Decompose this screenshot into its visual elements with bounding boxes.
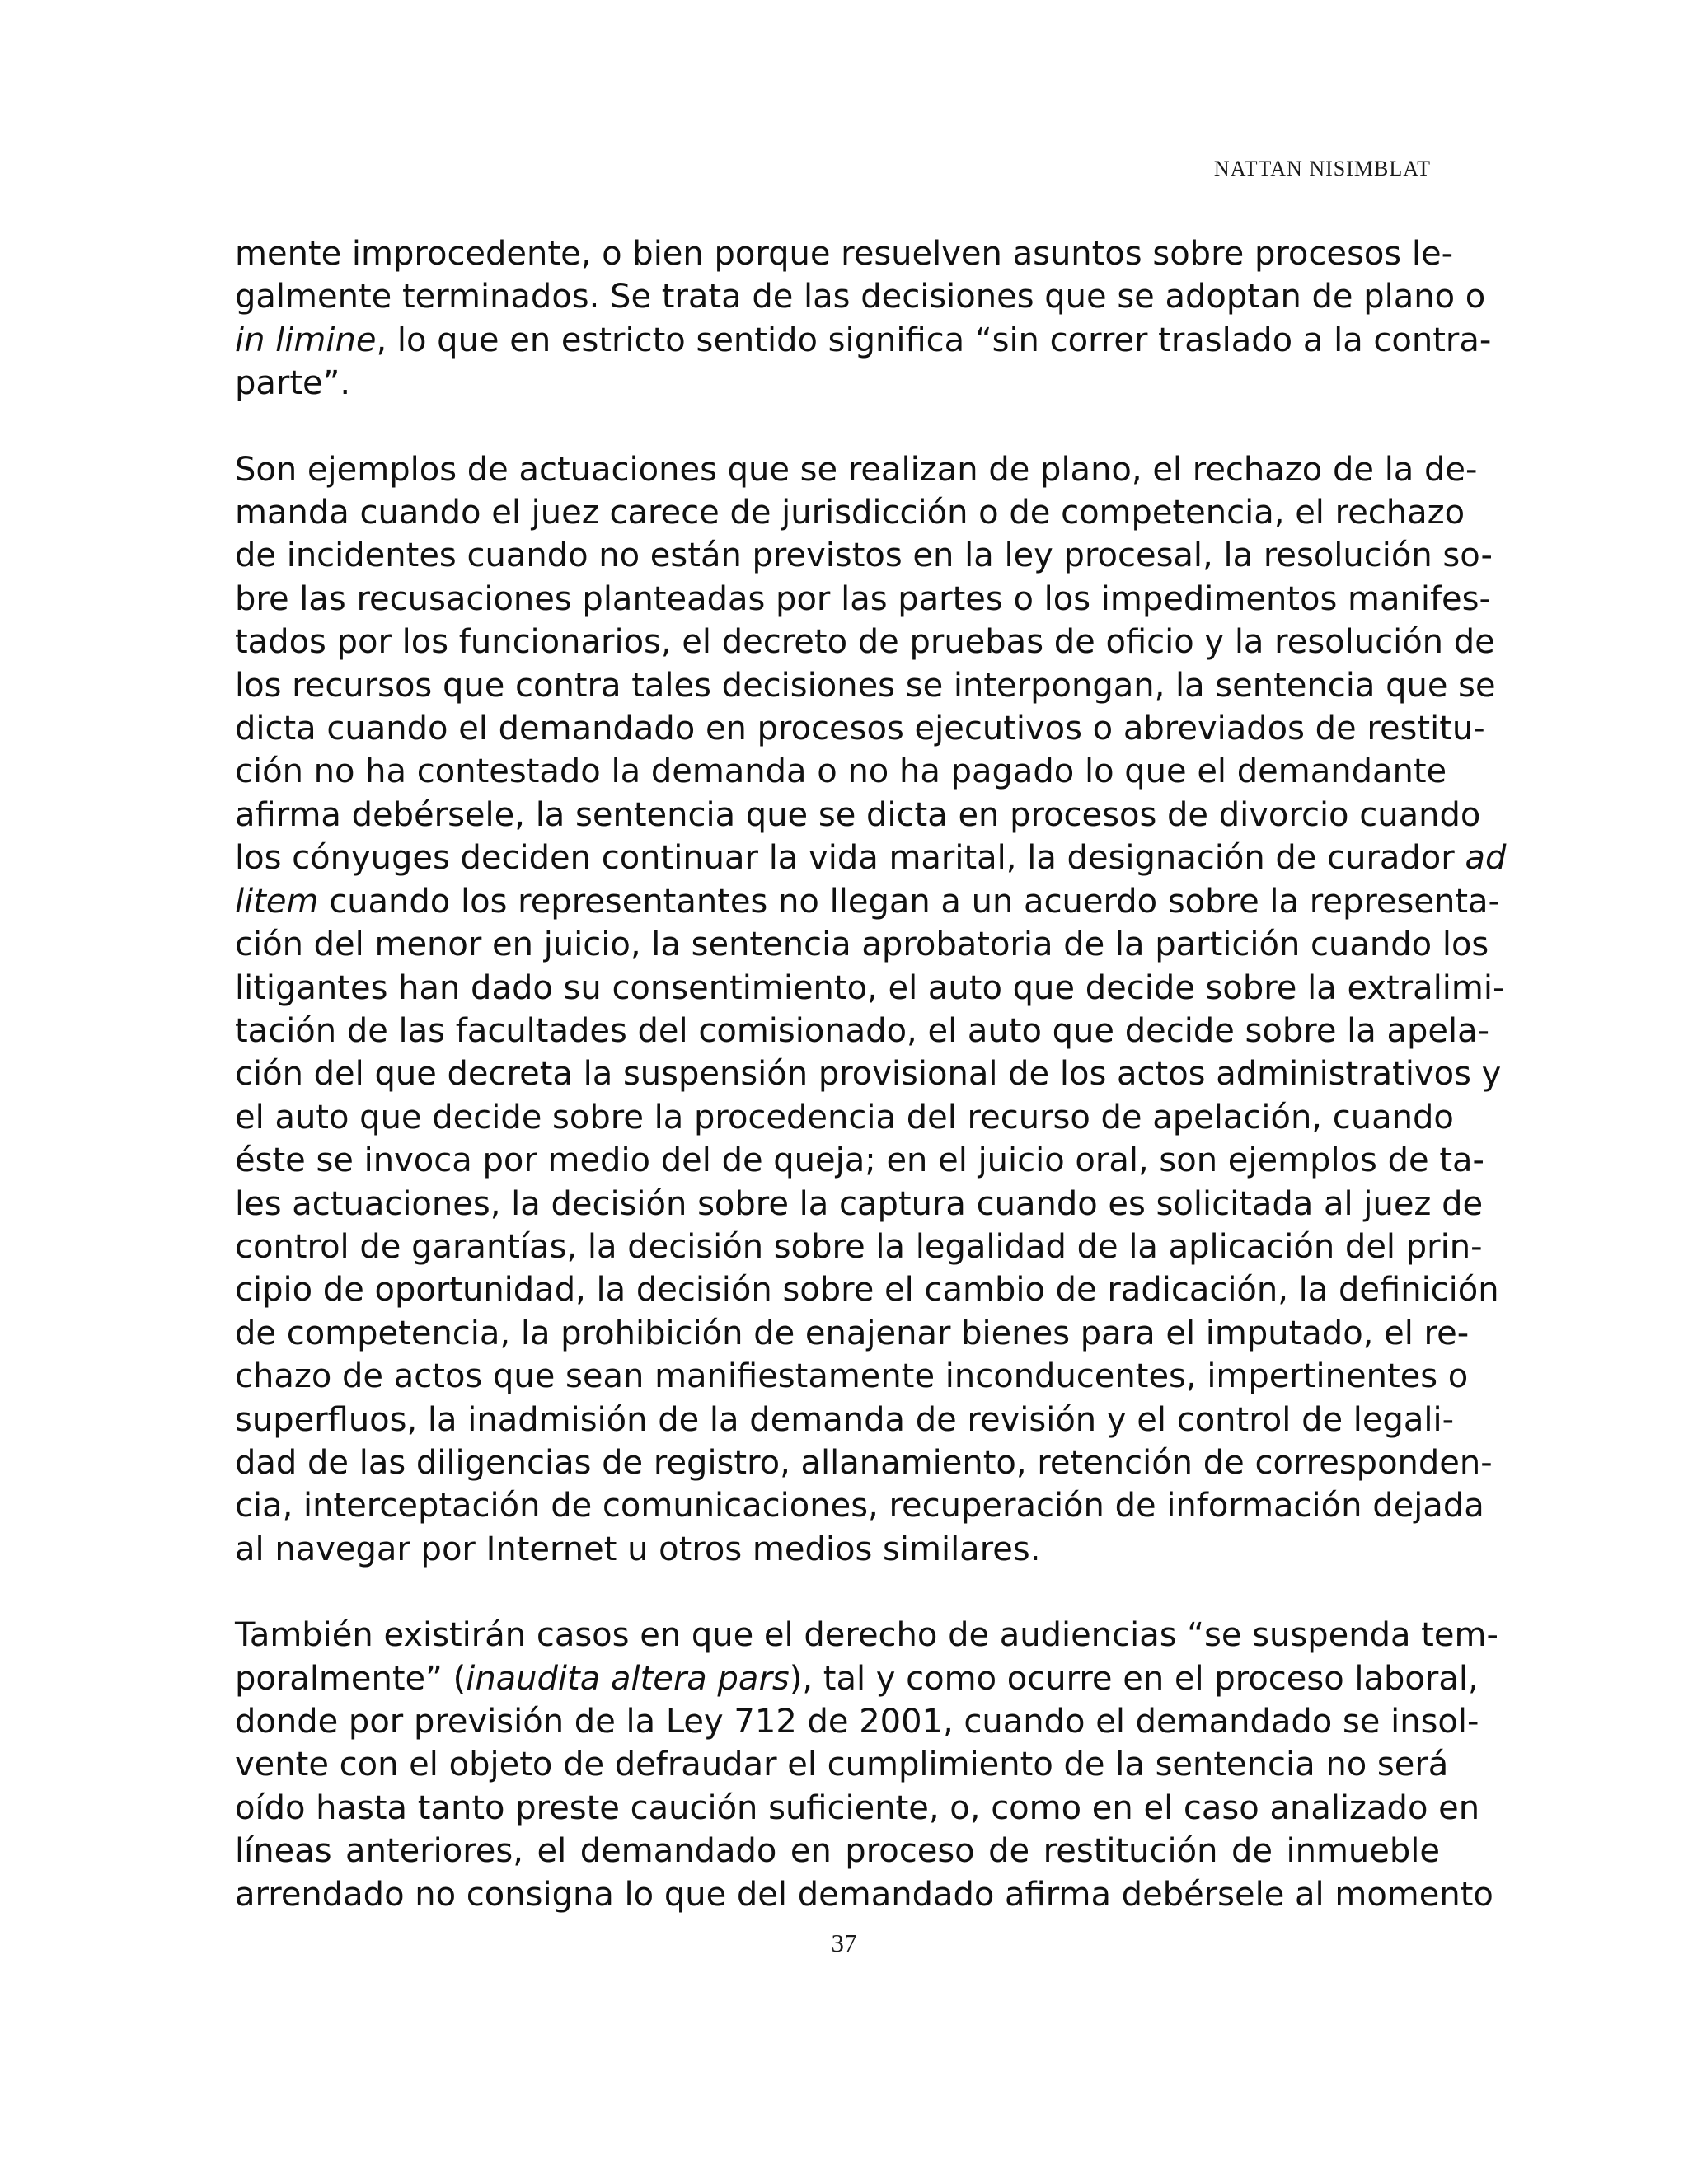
text-line: ción del menor en juicio, la sentencia aprobatoria de la partición cuando los [235,926,1489,964]
text-line: dicta cuando el demandado en procesos ejecutivos o abreviados de restitu- [235,710,1485,748]
text-line: afirma debérsele, la sentencia que se dicta en procesos de divorcio cuando [235,795,1481,834]
text-line: éste se invoca por medio del de queja; en el juicio oral, son ejemplos de ta- [235,1141,1484,1180]
text-line: ción no ha contestado la demanda o no ha pagado lo que el demandante [235,752,1447,791]
text-line: cipio de oportunidad, la decisión sobre el cambio de radicación, la definición [235,1271,1499,1310]
text-line: líneas anteriores, el demandado en proceso de restitución de inmueble [235,1832,1440,1871]
paragraph [235,232,1492,405]
text-line: ción del que decreta la suspensión provisional de los actos administrativos y [235,1055,1502,1094]
text-line: superfluos, la inadmisión de la demanda de revisión y el control de legali- [235,1400,1455,1439]
text-line: galmente terminados. Se trata de las decisiones que se adoptan de plano o [235,278,1486,316]
text-line: litem cuando los representantes no llegan a un acuerdo sobre la representa- [235,882,1500,921]
text-line: cia, interceptación de comunicaciones, recuperación de información dejada [235,1487,1484,1526]
text-line: el auto que decide sobre la procedencia del recurso de apelación, cuando [235,1098,1454,1137]
latin-term: inaudita altera pars [466,1659,790,1698]
text-line: dad de las diligencias de registro, allanamiento, retención de corresponden- [235,1443,1493,1482]
text-line: oído hasta tanto preste caución suficiente, o, como en el caso analizado en [235,1788,1480,1827]
text-line: les actuaciones, la decisión sobre la captura cuando es solicitada al juez de [235,1184,1484,1223]
text-line: in limine, lo que en estricto sentido significa “sin correr traslado a la contra- [235,321,1492,359]
text-line: chazo de actos que sean manifiestamente inconducentes, impertinentes o [235,1357,1469,1396]
text-line: de incidentes cuando no están previstos en la ley procesal, la resolución so- [235,537,1493,575]
text-line: vente con el objeto de defraudar el cumplimiento de la sentencia no será [235,1746,1449,1784]
text-line: También existirán casos en que el derecho de audiencias “se suspenda tem- [235,1616,1498,1655]
text-line: los recursos que contra tales decisiones se interpongan, la sentencia que se [235,666,1496,705]
paragraph [235,448,1507,1572]
body-text [235,232,1507,1916]
latin-term: litem [235,882,319,921]
paragraph [235,1614,1498,1916]
text-line: donde por previsión de la Ley 712 de 2001, cuando el demandado se insol- [235,1703,1479,1741]
text-line: control de garantías, la decisión sobre la legalidad de la aplicación del prin- [235,1227,1483,1266]
text-line: Son ejemplos de actuaciones que se realizan de plano, el rechazo de la de- [235,450,1478,489]
running-head: NATTAN NISIMBLAT [1213,157,1431,180]
text-line: bre las recusaciones planteadas por las partes o los impedimentos manifes- [235,579,1491,618]
text-line: tados por los funcionarios, el decreto de pruebas de oficio y la resolución de [235,623,1495,662]
text-line: arrendado no consigna lo que del demandado afirma debérsele al momento [235,1875,1493,1914]
text-line: de competencia, la prohibición de enajenar bienes para el imputado, el re- [235,1314,1470,1352]
text-line: parte”. [235,364,351,403]
text-line: manda cuando el juez carece de jurisdicción o de competencia, el rechazo [235,494,1465,532]
latin-term: in limine [235,321,377,359]
text-line: los cónyuges deciden continuar la vida marital, la designación de curador ad [235,839,1507,878]
latin-term: ad [1465,839,1507,878]
text-line: litigantes han dado su consentimiento, el auto que decide sobre la extralimi- [235,968,1505,1007]
text-line: tación de las facultades del comisionado, el auto que decide sobre la apela- [235,1011,1490,1050]
text-line: mente improcedente, o bien porque resuelven asuntos sobre procesos le- [235,235,1454,273]
text-line: al navegar por Internet u otros medios similares. [235,1530,1041,1568]
page-number: 37 [831,1929,857,1957]
text-line: poralmente” (inaudita altera pars), tal y como ocurre en el proceso laboral, [235,1659,1479,1698]
